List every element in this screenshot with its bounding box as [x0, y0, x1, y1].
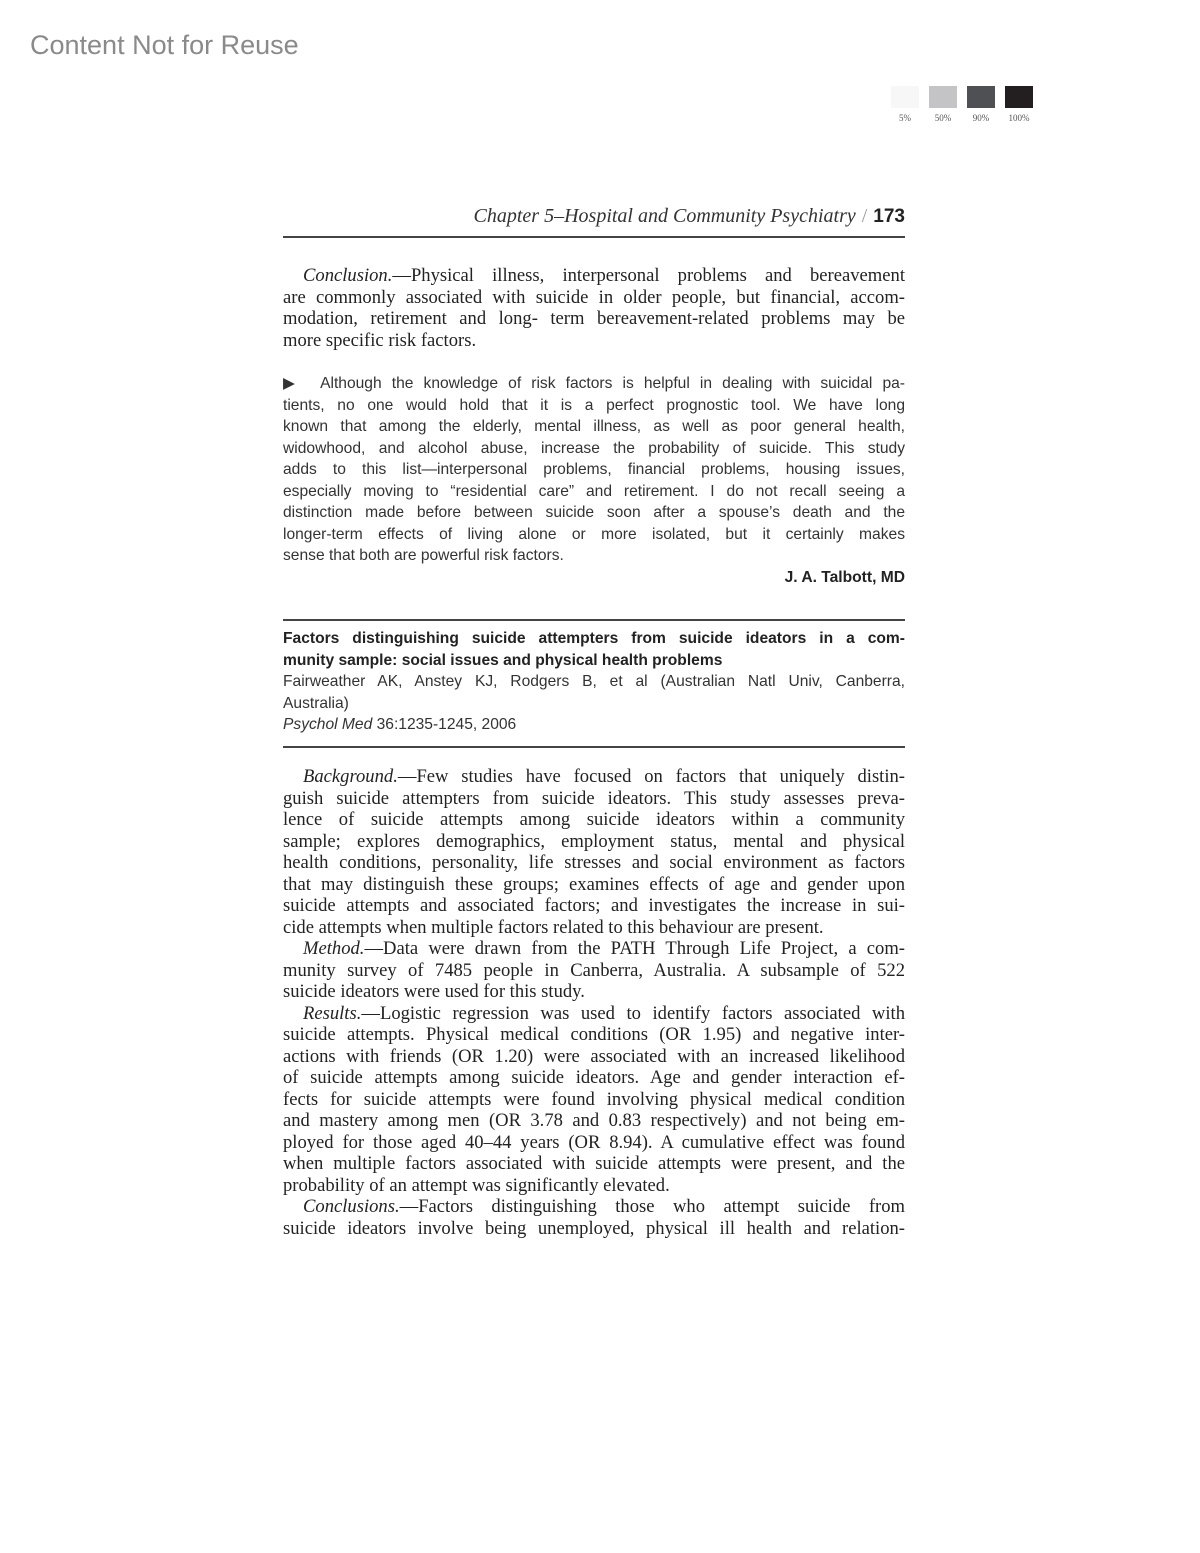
swatch — [962, 86, 1000, 123]
text-line — [283, 1067, 905, 1089]
text-line — [283, 960, 905, 982]
line-text: guish suicide attempters from suicide ideators. This study assesses preva- — [283, 787, 905, 809]
line-text: probability of an attempt was significantly elevated. — [283, 1174, 670, 1196]
text-line — [283, 1175, 905, 1197]
line-text: —Few studies have focused on factors that uniquely distin- — [397, 766, 905, 787]
paragraph-lead: Conclusions. — [303, 1196, 400, 1217]
line-text: known that among the elderly, mental illness, as well as poor general health, — [283, 418, 905, 435]
line-text: and mastery among men (OR 3.78 and 0.83 respectively) and not being em- — [283, 1110, 905, 1131]
text-line — [283, 1110, 905, 1132]
text-line — [283, 917, 905, 939]
chapter-title: Chapter 5–Hospital and Community Psychiatry — [473, 205, 856, 227]
line-text: Factors distinguishing suicide attempters from suicide ideators in a com- — [283, 630, 905, 647]
text-line — [283, 895, 905, 917]
text-line — [283, 308, 905, 330]
article-authors — [283, 671, 905, 714]
commentary-signature: J. A. Talbott, MD — [784, 569, 905, 586]
text-line — [283, 1046, 905, 1068]
line-text: Fairweather AK, Anstey KJ, Rodgers B, et al (Australian Natl Univ, Canberra, — [283, 673, 905, 690]
line-text: ployed for those aged 40–44 years (OR 8.94). A cumulative effect was found — [283, 1131, 905, 1153]
header-rule — [283, 236, 905, 238]
text-line — [283, 938, 905, 960]
line-text: adds to this list—interpersonal problems, financial problems, housing issues, — [283, 461, 905, 478]
text-line — [283, 981, 905, 1003]
swatch — [1000, 86, 1038, 123]
line-text: that may distinguish these groups; examines effects of age and gender upon — [283, 873, 905, 895]
arrow-marker-icon: ▶ — [283, 375, 301, 392]
journal-name: Psychol Med — [283, 716, 373, 733]
swatch-box — [967, 86, 995, 108]
line-text: munity survey of 7485 people in Canberra, Australia. A subsample of 522 — [283, 959, 905, 981]
line-text: —Factors distinguishing those who attempt suicide from — [399, 1196, 905, 1217]
article-citation — [283, 628, 905, 736]
text-line — [283, 438, 905, 460]
line-text: widowhood, and alcohol abuse, increase the probability of suicide. This study — [283, 439, 905, 457]
swatch-box — [891, 86, 919, 108]
text-line — [283, 373, 905, 395]
line-text: when multiple factors associated with suicide attempts were present, and the — [283, 1153, 905, 1174]
line-text: cide attempts when multiple factors related to this behaviour are present. — [283, 916, 824, 938]
swatch — [886, 86, 924, 123]
line-text: especially moving to “residential care” and retirement. I do not recall seeing a — [283, 482, 905, 500]
paragraph-lead: Conclusion. — [303, 265, 393, 286]
text-line — [283, 545, 905, 567]
running-head — [474, 205, 905, 228]
text-line — [283, 650, 905, 672]
text-line — [283, 1024, 905, 1046]
text-line — [283, 1003, 905, 1025]
text-line — [283, 1132, 905, 1154]
line-text: actions with friends (OR 1.20) were associated with an increased likelihood — [283, 1045, 905, 1067]
text-line — [283, 481, 905, 503]
swatch-label: 50% — [934, 113, 952, 123]
article-bottom-rule — [283, 746, 905, 748]
text-line — [283, 852, 905, 874]
line-text: tients, no one would hold that it is a perfect prognostic tool. We have long — [283, 396, 905, 414]
color-calibration-bar — [886, 86, 1038, 123]
swatch-box — [1005, 86, 1033, 108]
page-number: 173 — [873, 206, 905, 227]
line-text: fects for suicide attempts were found involving physical medical condition — [283, 1088, 905, 1110]
text-line — [283, 287, 905, 309]
line-text: longer-term effects of living alone or more isolated, but it certainly makes — [283, 525, 905, 543]
line-text: Although the knowledge of risk factors is helpful in dealing with suicidal pa- — [320, 375, 905, 392]
text-line — [283, 1089, 905, 1111]
text-line — [283, 809, 905, 831]
text-line — [283, 628, 905, 650]
text-line — [283, 671, 905, 693]
text-line — [283, 788, 905, 810]
text-line — [283, 874, 905, 896]
line-text: suicide attempts. Physical medical conditions (OR 1.95) and negative inter- — [283, 1024, 905, 1045]
line-text: suicide attempts and associated factors; and investigates the increase in sui- — [283, 895, 905, 916]
line-text: modation, retirement and long- term bereavement-related problems may be — [283, 308, 905, 329]
line-text: sample; explores demographics, employment status, mental and physical — [283, 830, 905, 852]
paragraph-lead: Method. — [303, 938, 365, 959]
line-text: distinction made before between suicide soon after a spouse’s death and the — [283, 504, 905, 521]
separator: / — [861, 205, 868, 227]
text-line — [283, 395, 905, 417]
text-line — [283, 330, 905, 352]
commentary-paragraph — [283, 373, 905, 567]
watermark-text: Content Not for Reuse — [30, 30, 299, 60]
text-line — [283, 459, 905, 481]
line-text: health conditions, personality, life stresses and social environment as factors — [283, 852, 905, 873]
line-text: munity sample: social issues and physical health problems — [283, 651, 723, 669]
text-line — [283, 524, 905, 546]
abstract — [283, 766, 905, 1239]
line-text: of suicide attempts among suicide ideators. Age and gender interaction ef- — [283, 1067, 905, 1088]
line-text: suicide ideators were used for this study. — [283, 981, 585, 1002]
journal-line — [283, 714, 905, 736]
line-text: —Data were drawn from the PATH Through Life Project, a com- — [364, 938, 905, 959]
swatch — [924, 86, 962, 123]
text-line — [283, 831, 905, 853]
text-line — [283, 1218, 905, 1240]
line-text: more specific risk factors. — [283, 329, 477, 351]
text-line — [283, 1196, 905, 1218]
journal-citation: 36:1235-1245, 2006 — [372, 716, 517, 733]
article-top-rule — [283, 619, 905, 621]
line-text: lence of suicide attempts among suicide ideators within a community — [283, 809, 905, 830]
line-text: Australia) — [283, 694, 349, 712]
swatch-label: 5% — [899, 113, 911, 123]
text-line — [283, 265, 905, 287]
text-line — [283, 416, 905, 438]
conclusion-paragraph — [283, 265, 905, 351]
line-text: —Logistic regression was used to identify factors associated with — [361, 1002, 905, 1024]
text-line — [283, 766, 905, 788]
swatch-label: 100% — [1008, 113, 1030, 123]
text-line — [283, 693, 905, 715]
paragraph-lead: Background. — [303, 766, 398, 787]
swatch-box — [929, 86, 957, 108]
text-line — [283, 1153, 905, 1175]
swatch-label: 90% — [972, 113, 990, 123]
line-text: sense that both are powerful risk factors. — [283, 547, 564, 564]
line-text: —Physical illness, interpersonal problems and bereavement — [392, 265, 905, 286]
text-line — [283, 502, 905, 524]
paragraph-lead: Results. — [303, 1002, 362, 1024]
line-text: are commonly associated with suicide in older people, but financial, accom- — [283, 286, 905, 308]
line-text: suicide ideators involve being unemployed, physical ill health and relation- — [283, 1217, 905, 1239]
article-title — [283, 628, 905, 671]
